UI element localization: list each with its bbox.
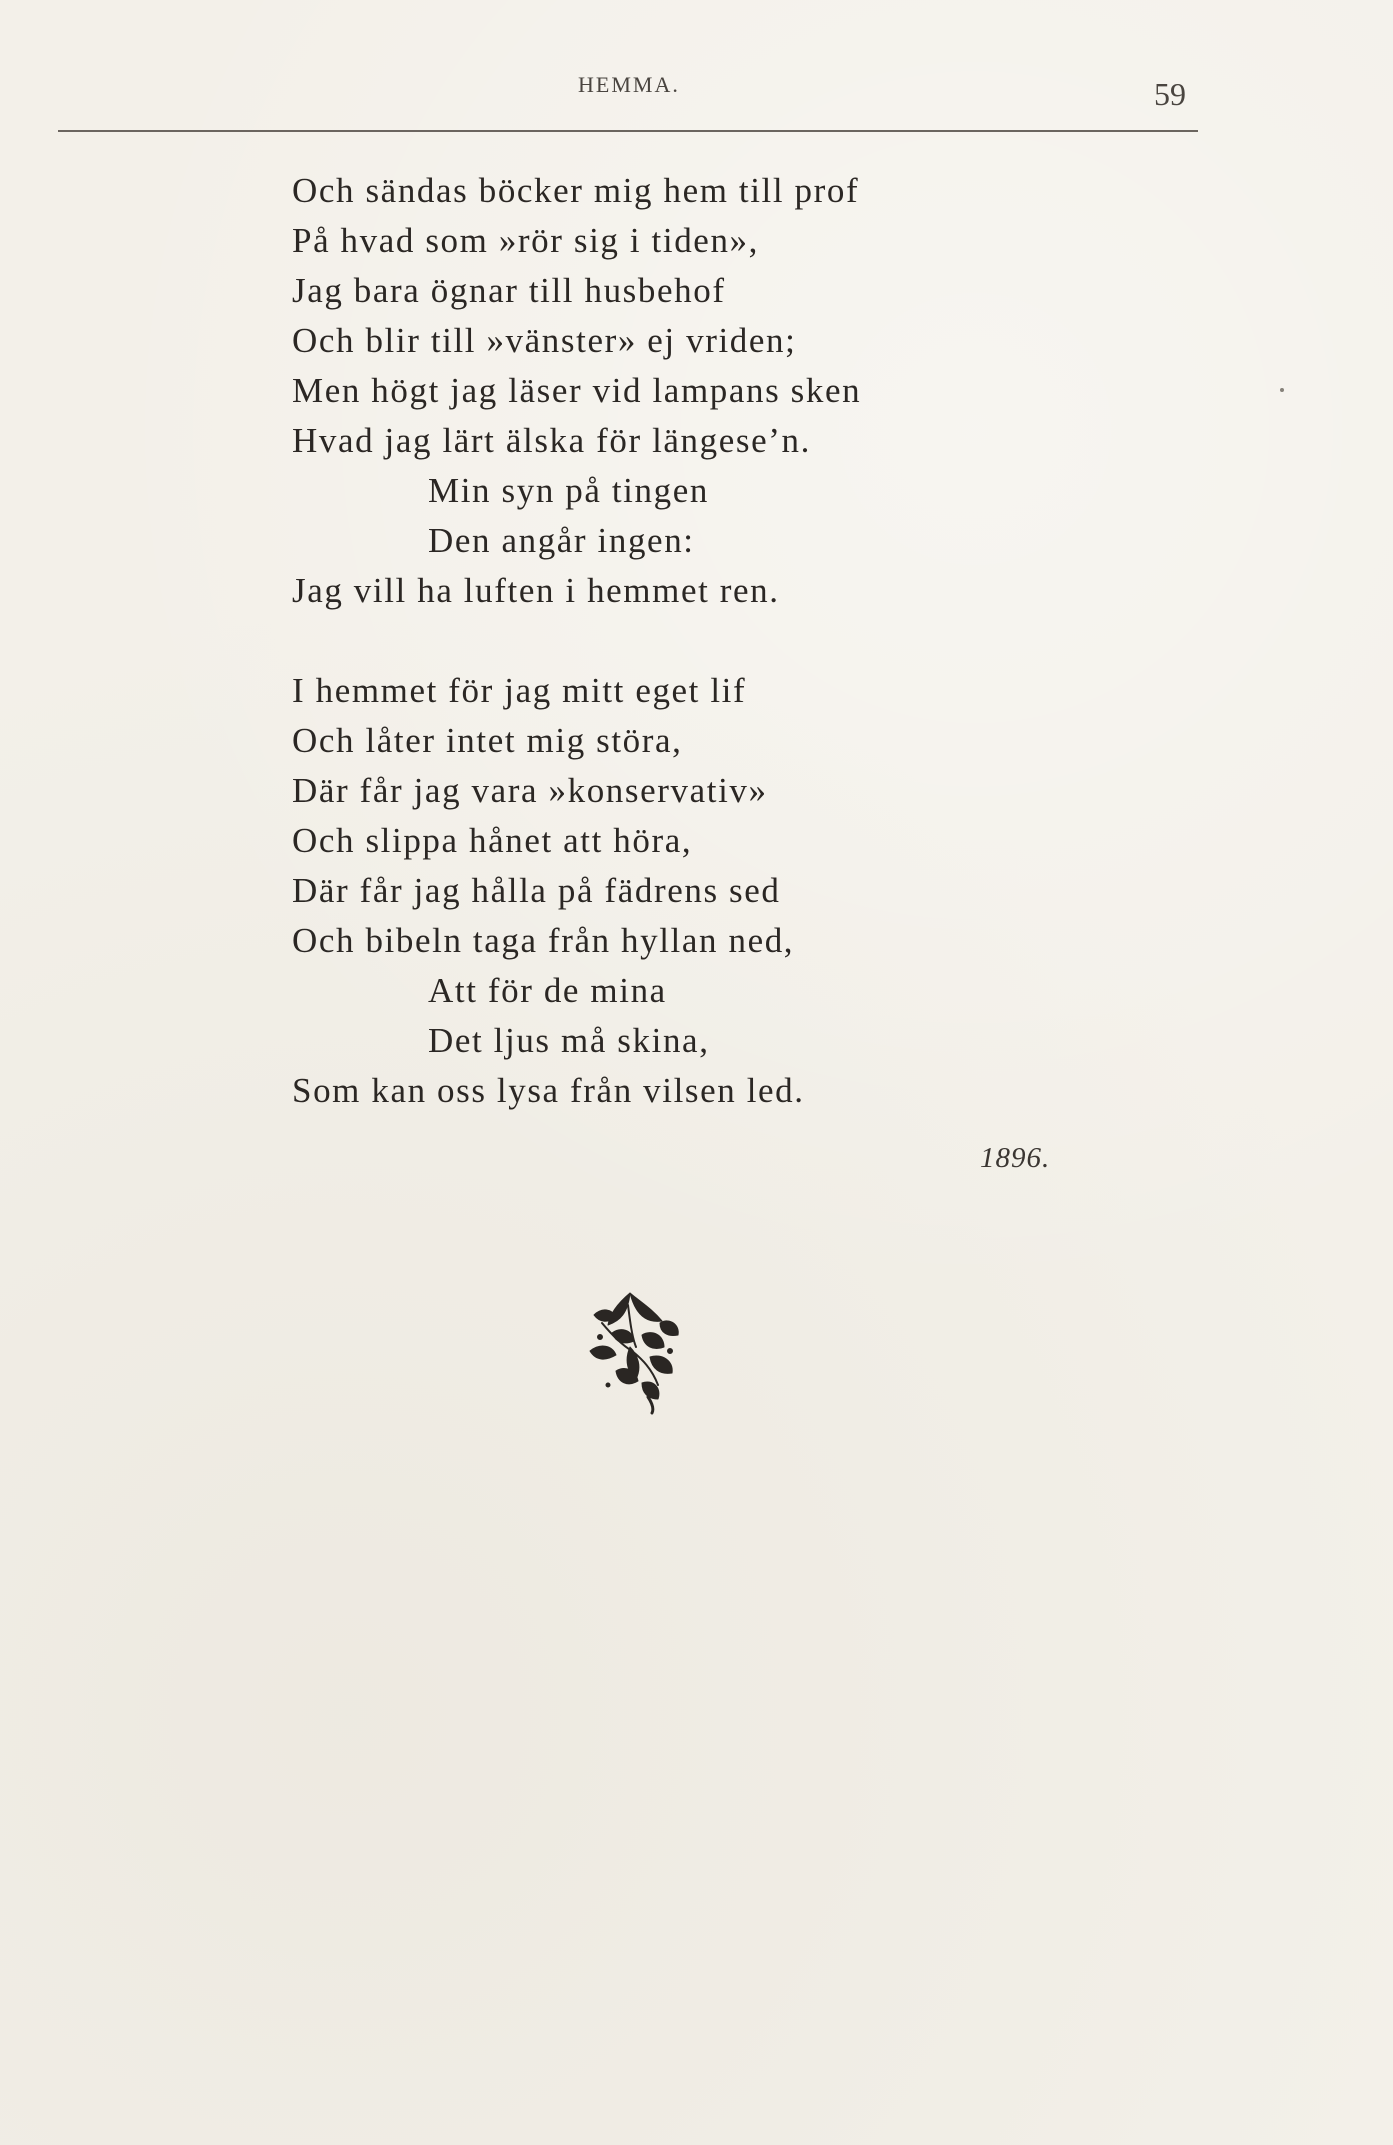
poem-date: 1896.: [980, 1142, 1051, 1174]
poem-line-indented: Det ljus må skina,: [428, 1021, 710, 1060]
poem-line: Och blir till »vänster» ej vriden;: [292, 321, 797, 360]
ink-speck: [1280, 388, 1284, 392]
poem-line-indented: Min syn på tingen: [428, 471, 709, 510]
poem: [292, 166, 1152, 1166]
poem-line-indented: Att för de mina: [428, 971, 667, 1010]
poem-line: Jag vill ha luften i hemmet ren.: [292, 571, 780, 610]
poem-line: Jag bara ögnar till husbehof: [292, 271, 726, 310]
stanza-1: [292, 166, 1152, 616]
poem-line: Som kan oss lysa från vilsen led.: [292, 1071, 805, 1110]
poem-line: Men högt jag läser vid lampans sken: [292, 371, 862, 410]
poem-line-indented: Den angår ingen:: [428, 521, 695, 560]
poem-line: Hvad jag lärt älska för längese’n.: [292, 421, 811, 460]
poem-line: Och slippa hånet att höra,: [292, 821, 693, 860]
poem-line: Och bibeln taga från hyllan ned,: [292, 921, 795, 960]
poem-line: Där får jag vara »konservativ»: [292, 771, 768, 810]
stanza-2: [292, 666, 1152, 1116]
poem-line: Och sändas böcker mig hem till prof: [292, 171, 860, 210]
poem-line: På hvad som »rör sig i tiden»,: [292, 221, 759, 260]
running-head: HEMMA.: [578, 72, 680, 97]
floral-ornament-icon: [572, 1285, 692, 1415]
poem-line: Och låter intet mig störa,: [292, 721, 683, 760]
poem-line: Där får jag hålla på fädrens sed: [292, 871, 781, 910]
header-rule: [58, 130, 1198, 132]
poem-line: I hemmet för jag mitt eget lif: [292, 671, 747, 710]
page-number: 59: [1154, 76, 1186, 112]
